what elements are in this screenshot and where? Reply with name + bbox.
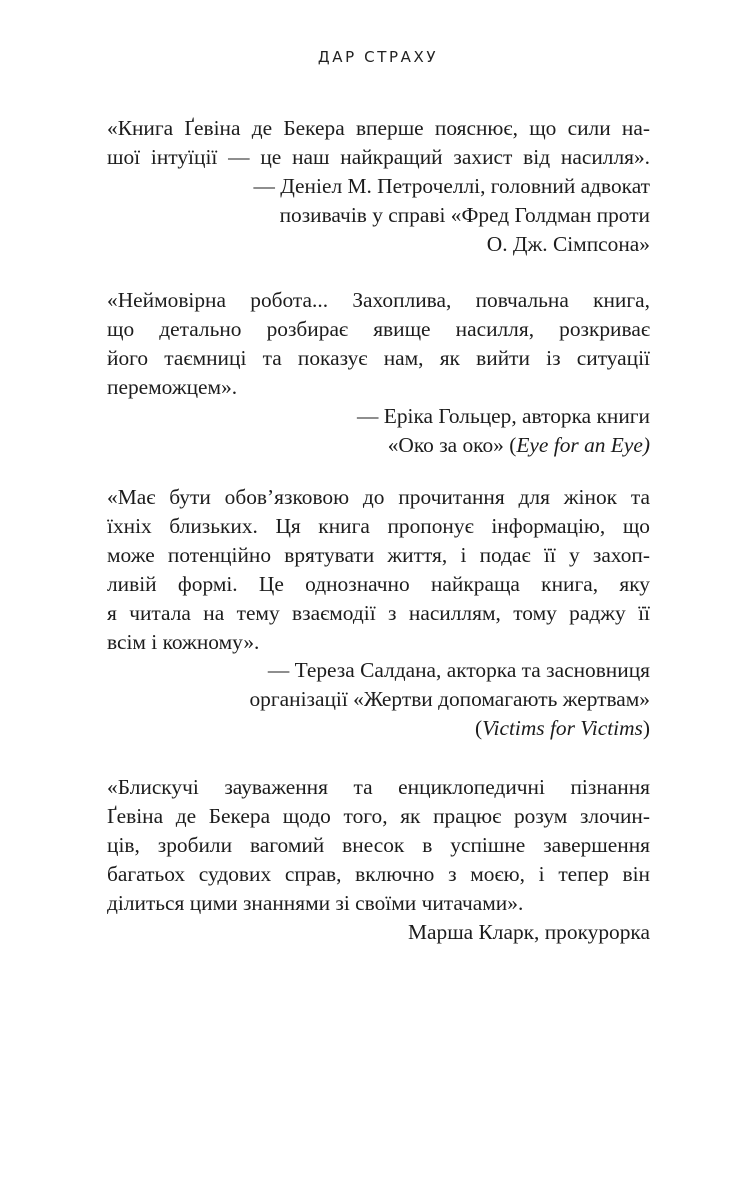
attribution-line: О. Дж. Сімпсона»	[486, 231, 650, 256]
attribution-line: Марша Кларк, прокурорка	[407, 919, 650, 944]
quote-line: ців, зробили вагомий внесок в успішне завершення	[107, 832, 650, 857]
blurb	[107, 286, 650, 459]
quote-line: переможцем».	[107, 374, 238, 399]
quote-line: багатьох судових справ, включно з моєю, і тепер він	[107, 861, 650, 886]
running-head: ДАР СТРАХУ	[317, 48, 439, 66]
attribution-line: позивачів у справі «Фред Голдман проти	[279, 202, 650, 227]
attribution-line	[107, 431, 650, 460]
quote-line: «Блискучі зауваження та енциклопедичні пізнання	[107, 775, 650, 799]
attribution-line: — Деніел М. Петрочеллі, головний адвокат	[253, 173, 650, 198]
blurb-attribution	[107, 656, 650, 743]
blurb	[107, 114, 650, 259]
quote-line: я читала на тему взаємодії з насиллям, тому раджу її	[107, 600, 650, 625]
attribution-text: )	[642, 716, 650, 741]
blurb-quote	[107, 483, 650, 656]
quote-line: ділиться цими знаннями зі своїми читачами».	[107, 890, 524, 915]
attribution-line: — Тереза Салдана, акторка та засновниця	[267, 658, 650, 683]
quote-line: що детально розбирає явище насилля, розкриває	[107, 316, 650, 341]
quote-line: може потенційно врятувати життя, і подає її у захоп-	[107, 542, 650, 567]
blurb	[107, 773, 650, 946]
quote-line: шої інтуїції — це наш найкращий захист від насилля».	[107, 144, 650, 169]
quote-line: його таємниці та показує нам, як вийти із ситуації	[107, 345, 650, 370]
attribution-line: організації «Жертви допомагають жертвам»	[249, 687, 650, 712]
blurb-attribution	[107, 172, 650, 259]
quote-line: «Неймовірна робота... Захоплива, повчальна книга,	[107, 288, 650, 312]
attribution-text: «Око за око» (	[387, 432, 517, 457]
quote-line: ливій формі. Це однозначно найкраща книга, яку	[107, 571, 650, 596]
attribution-line: — Еріка Гольцер, авторка книги	[357, 403, 650, 428]
blurb	[107, 483, 650, 743]
quote-line: «Має бути обов’язковою до прочитання для жінок та	[107, 485, 650, 509]
blurb-quote	[107, 114, 650, 172]
blurb-attribution	[107, 402, 650, 460]
quote-line: «Книга Ґевіна де Бекера вперше пояснює, що сили на-	[107, 116, 650, 140]
quote-line: всім і кожному».	[107, 629, 260, 654]
quote-line: Ґевіна де Бекера щодо того, як працює розум злочин-	[107, 803, 650, 828]
attribution-original-title: Eye for an Eye)	[516, 432, 650, 457]
blurb-quote	[107, 286, 650, 402]
blurb-attribution	[107, 918, 650, 947]
attribution-line	[107, 714, 650, 743]
blurb-quote	[107, 773, 650, 918]
attribution-original-title: Victims for Victims	[482, 716, 643, 741]
attribution-text: (	[474, 716, 483, 741]
quote-line: їхніх близьких. Ця книга пропонує інформацію, що	[107, 513, 650, 538]
